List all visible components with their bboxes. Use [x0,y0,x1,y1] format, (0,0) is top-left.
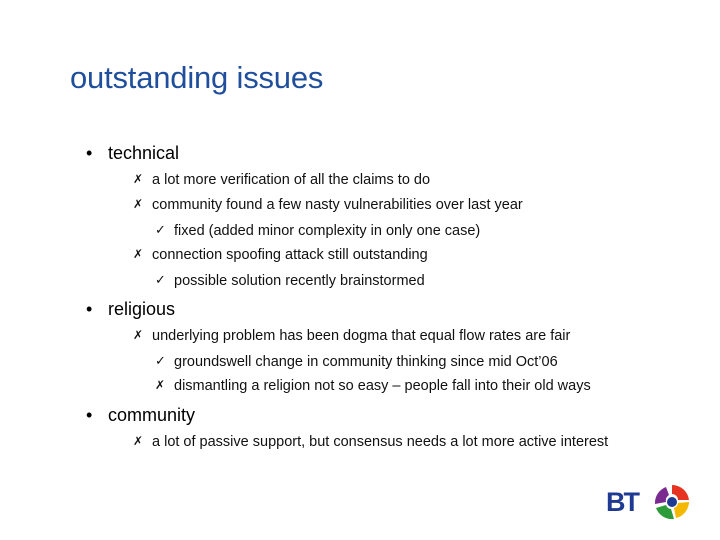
item-text: a lot of passive support, but consensus needs a lot more active interest [152,434,609,450]
bt-logo [604,478,696,524]
list-item [133,434,608,450]
cross-icon: ✗ [133,247,144,261]
item-text: a lot more verification of all the claims to do [152,172,431,188]
check-icon: ✓ [155,272,166,287]
item-text: community found a few nasty vulnerabilities over last year [152,197,523,213]
list-item [133,172,430,188]
item-text: connection spoofing attack still outstanding [152,247,428,263]
list-item [133,197,523,213]
sub-list-item [155,378,591,394]
check-icon: ✓ [155,353,166,368]
item-text: groundswell change in community thinking since mid Oct’06 [174,354,558,370]
cross-icon: ✗ [133,172,144,186]
logo-text: BT [606,487,638,517]
bullet: • [86,405,93,425]
check-icon: ✓ [155,222,166,237]
bullet: • [86,299,93,319]
section-label: community [108,405,196,425]
section-community [86,405,195,426]
section-label: technical [108,143,180,163]
sub-list-item [155,353,558,370]
list-item [133,247,428,263]
section-religious [86,299,175,320]
section-technical [86,143,179,164]
cross-icon: ✗ [133,434,144,448]
sub-list-item [155,272,425,289]
piper-globe-icon [655,485,689,519]
item-text: fixed (added minor complexity in only one case) [174,223,481,239]
bullet: • [86,143,93,163]
list-item [133,328,570,344]
item-text: underlying problem has been dogma that equal flow rates are fair [152,328,571,344]
sub-list-item [155,222,480,239]
slide-title: outstanding issues [70,60,324,95]
cross-icon: ✗ [155,378,166,392]
item-text: possible solution recently brainstormed [174,273,425,289]
cross-icon: ✗ [133,328,144,342]
item-text: dismantling a religion not so easy – people fall into their old ways [174,378,591,394]
section-label: religious [108,299,176,319]
cross-icon: ✗ [133,197,144,211]
